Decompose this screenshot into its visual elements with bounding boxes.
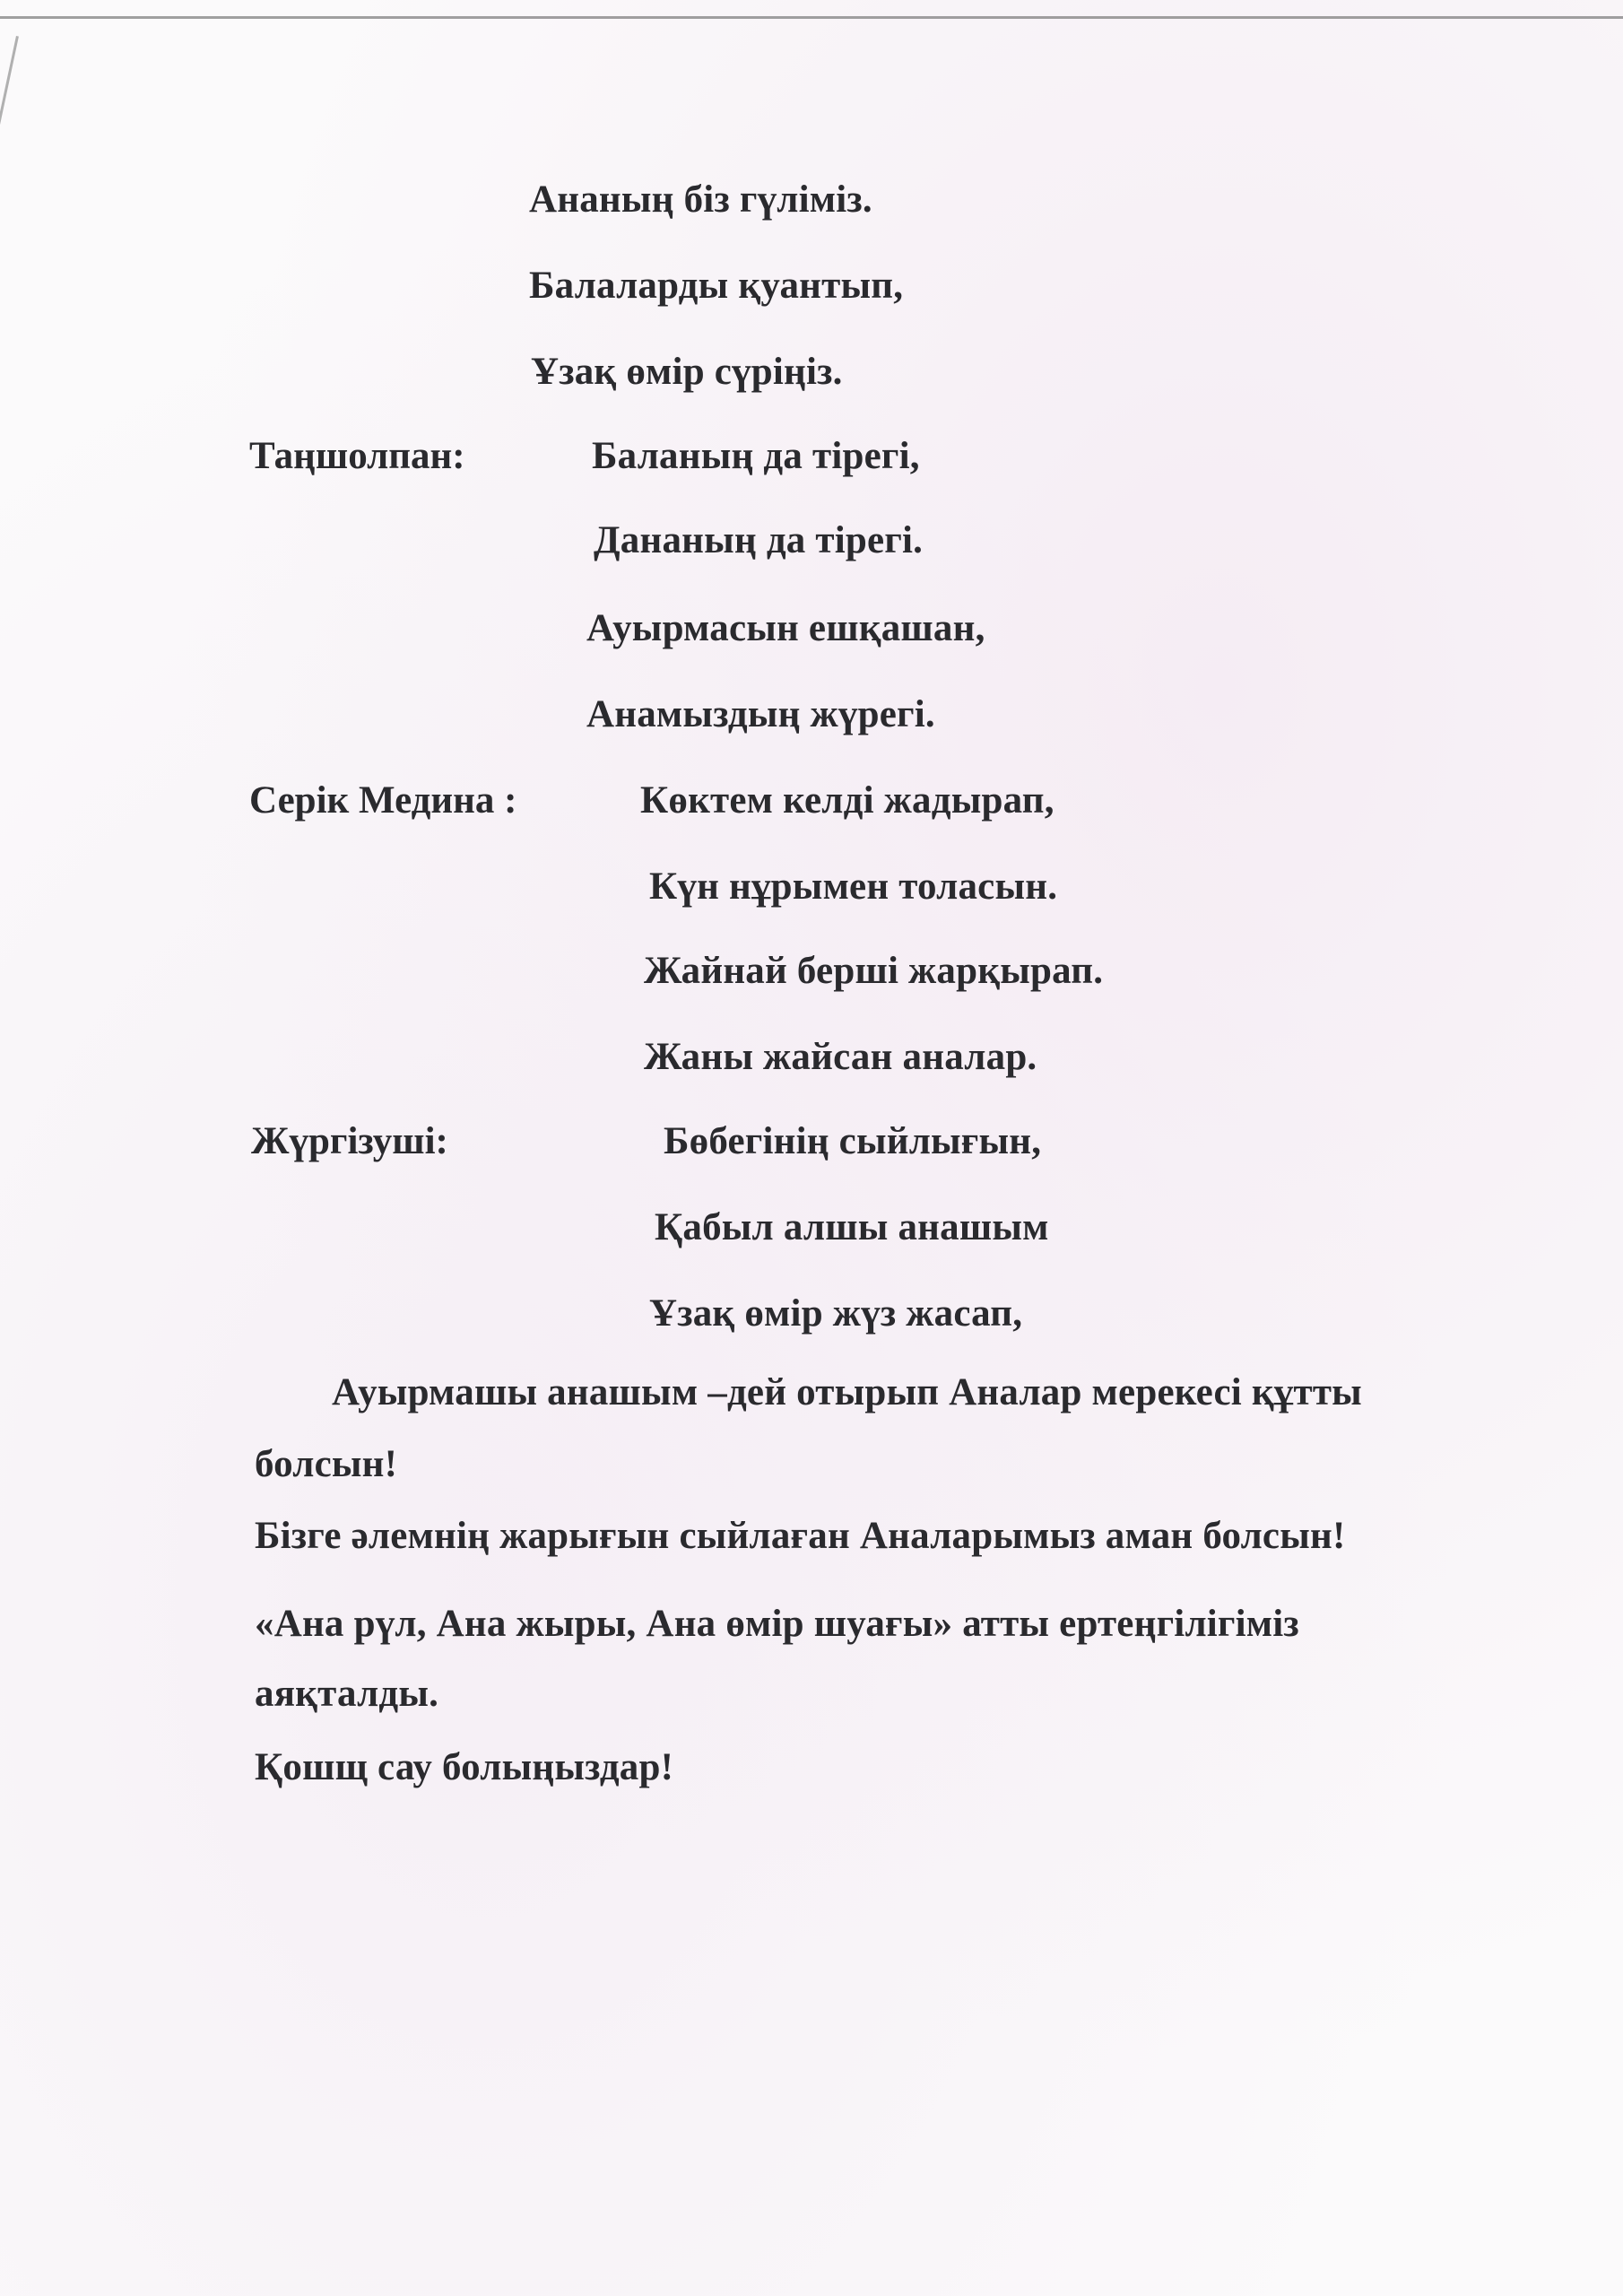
poem-line: Көктем келді жадырап, xyxy=(640,779,1055,822)
closing-paragraph: Ауырмашы анашым –дей отырып Аналар мерекесі құтты xyxy=(332,1371,1362,1413)
poem-line: Баланың да тірегі, xyxy=(592,435,920,477)
poem-line: Қабыл алшы анашым xyxy=(655,1206,1049,1248)
scan-edge-top xyxy=(0,16,1623,19)
closing-paragraph: аяқталды. xyxy=(255,1673,439,1715)
poem-line: Жаны жайсан аналар. xyxy=(644,1036,1037,1078)
speaker-label: Таңшолпан: xyxy=(249,435,465,477)
poem-line: Анамыздың жүрегі. xyxy=(586,693,935,735)
poem-line: Балаларды қуантып, xyxy=(529,265,904,307)
poem-line: Ананың біз гүліміз. xyxy=(529,178,872,221)
speaker-label: Серік Медина : xyxy=(249,779,517,822)
poem-line: Ұзақ өмір сүріңіз. xyxy=(531,351,843,393)
poem-line: Жайнай берші жарқырап. xyxy=(644,950,1104,992)
closing-paragraph: «Ана рүл, Ана жыры, Ана өмір шуағы» атты ертеңгілігіміз xyxy=(255,1603,1299,1645)
scan-edge-left xyxy=(0,36,19,212)
poem-line: Ауырмасын ешқашан, xyxy=(586,607,985,649)
poem-line: Ұзақ өмір жүз жасап, xyxy=(649,1292,1023,1335)
poem-line: Күн нұрымен толасын. xyxy=(649,865,1058,908)
closing-paragraph: Бізге әлемнің жарығын сыйлаған Аналарымыз аман болсын! xyxy=(255,1515,1346,1557)
closing-paragraph: Қошщ сау болыңыздар! xyxy=(255,1746,674,1788)
closing-paragraph: болсын! xyxy=(255,1443,398,1485)
poem-line: Дананың да тірегі. xyxy=(594,519,924,561)
speaker-label: Жүргізуші: xyxy=(251,1120,448,1162)
poem-line: Бөбегінің сыйлығын, xyxy=(664,1120,1042,1162)
